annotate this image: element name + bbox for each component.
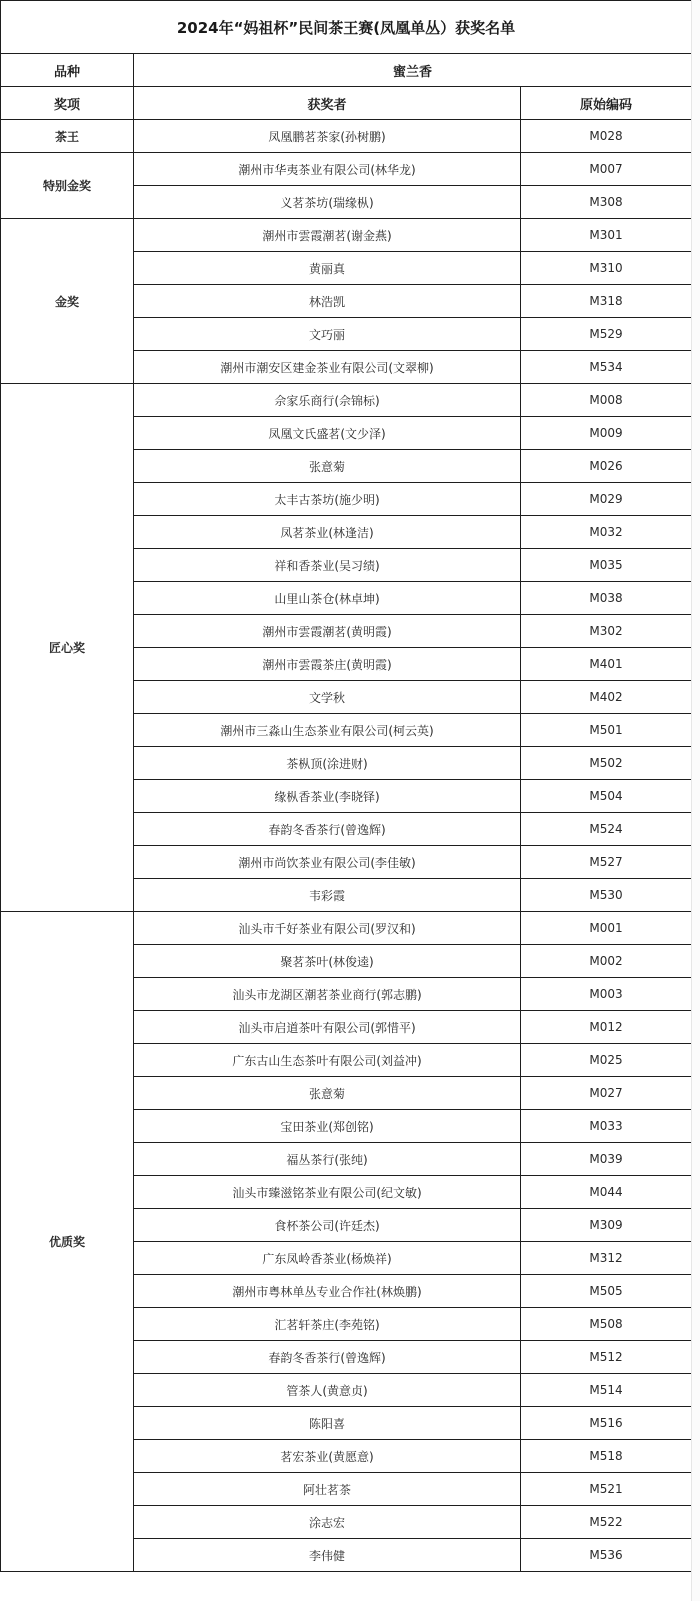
code-cell: M501 bbox=[521, 714, 692, 747]
winner-cell: 张意菊 bbox=[134, 450, 521, 483]
code-cell: M029 bbox=[521, 483, 692, 516]
code-cell: M028 bbox=[521, 120, 692, 153]
variety-value: 蜜兰香 bbox=[134, 54, 692, 87]
code-cell: M505 bbox=[521, 1275, 692, 1308]
winner-cell: 汕头市启道茶叶有限公司(郭惜平) bbox=[134, 1011, 521, 1044]
winner-cell: 潮州市潮安区建金茶业有限公司(文翠柳) bbox=[134, 351, 521, 384]
code-cell: M521 bbox=[521, 1473, 692, 1506]
winner-cell: 文学秋 bbox=[134, 681, 521, 714]
code-cell: M026 bbox=[521, 450, 692, 483]
code-cell: M003 bbox=[521, 978, 692, 1011]
sheet-gridline bbox=[691, 0, 700, 1601]
winner-cell: 缘枞香茶业(李晓铎) bbox=[134, 780, 521, 813]
code-cell: M027 bbox=[521, 1077, 692, 1110]
winner-cell: 春韵冬香茶行(曾逸辉) bbox=[134, 813, 521, 846]
code-cell: M044 bbox=[521, 1176, 692, 1209]
code-cell: M524 bbox=[521, 813, 692, 846]
winner-cell: 韦彩霞 bbox=[134, 879, 521, 912]
winner-cell: 食杯茶公司(许廷杰) bbox=[134, 1209, 521, 1242]
table-row bbox=[1, 153, 692, 186]
winner-cell: 祥和香茶业(吴习绩) bbox=[134, 549, 521, 582]
winner-cell: 汕头市千好茶业有限公司(罗汉和) bbox=[134, 912, 521, 945]
code-cell: M514 bbox=[521, 1374, 692, 1407]
winner-cell: 凤茗茶业(林逢洁) bbox=[134, 516, 521, 549]
code-cell: M508 bbox=[521, 1308, 692, 1341]
table-row bbox=[1, 912, 692, 945]
winner-cell: 太丰古茶坊(施少明) bbox=[134, 483, 521, 516]
winner-cell: 陈阳喜 bbox=[134, 1407, 521, 1440]
code-cell: M518 bbox=[521, 1440, 692, 1473]
winner-cell: 宝田茶业(郑创铭) bbox=[134, 1110, 521, 1143]
winner-cell: 佘家乐商行(佘锦标) bbox=[134, 384, 521, 417]
winner-cell: 汕头市龙湖区潮茗茶业商行(郭志鹏) bbox=[134, 978, 521, 1011]
code-cell: M038 bbox=[521, 582, 692, 615]
code-cell: M001 bbox=[521, 912, 692, 945]
code-cell: M402 bbox=[521, 681, 692, 714]
winner-cell: 文巧丽 bbox=[134, 318, 521, 351]
winner-cell: 汕头市臻滋铭茶业有限公司(纪文敏) bbox=[134, 1176, 521, 1209]
code-cell: M035 bbox=[521, 549, 692, 582]
code-cell: M530 bbox=[521, 879, 692, 912]
award-category: 金奖 bbox=[1, 219, 134, 384]
winner-cell: 茶枞顶(涂进财) bbox=[134, 747, 521, 780]
code-cell: M516 bbox=[521, 1407, 692, 1440]
award-category: 茶王 bbox=[1, 120, 134, 153]
winner-cell: 潮州市雲霞潮茗(黄明霞) bbox=[134, 615, 521, 648]
header-row bbox=[1, 87, 692, 120]
winner-cell: 黄丽真 bbox=[134, 252, 521, 285]
code-cell: M002 bbox=[521, 945, 692, 978]
winner-cell: 聚茗茶叶(林俊逵) bbox=[134, 945, 521, 978]
winner-cell: 潮州市雲霞茶庄(黄明霞) bbox=[134, 648, 521, 681]
winner-cell: 潮州市雲霞潮茗(谢金燕) bbox=[134, 219, 521, 252]
code-cell: M032 bbox=[521, 516, 692, 549]
winner-cell: 汇茗轩茶庄(李苑铭) bbox=[134, 1308, 521, 1341]
winner-cell: 山里山茶仓(林卓坤) bbox=[134, 582, 521, 615]
variety-label: 品种 bbox=[1, 54, 134, 87]
winner-cell: 茗宏茶业(黄愿意) bbox=[134, 1440, 521, 1473]
winner-cell: 管茶人(黄意贞) bbox=[134, 1374, 521, 1407]
winner-cell: 潮州市三淼山生态茶业有限公司(柯云英) bbox=[134, 714, 521, 747]
header-winner: 获奖者 bbox=[134, 87, 521, 120]
code-cell: M039 bbox=[521, 1143, 692, 1176]
code-cell: M308 bbox=[521, 186, 692, 219]
winner-cell: 春韵冬香茶行(曾逸辉) bbox=[134, 1341, 521, 1374]
winner-cell: 义茗茶坊(瑞缘枞) bbox=[134, 186, 521, 219]
code-cell: M502 bbox=[521, 747, 692, 780]
code-cell: M301 bbox=[521, 219, 692, 252]
code-cell: M401 bbox=[521, 648, 692, 681]
winner-cell: 福丛茶行(张纯) bbox=[134, 1143, 521, 1176]
winner-cell: 林浩凯 bbox=[134, 285, 521, 318]
code-cell: M309 bbox=[521, 1209, 692, 1242]
code-cell: M318 bbox=[521, 285, 692, 318]
header-code: 原始编码 bbox=[521, 87, 692, 120]
code-cell: M536 bbox=[521, 1539, 692, 1572]
code-cell: M512 bbox=[521, 1341, 692, 1374]
table-row bbox=[1, 219, 692, 252]
winner-cell: 潮州市粤林单丛专业合作社(林焕鹏) bbox=[134, 1275, 521, 1308]
header-award: 奖项 bbox=[1, 87, 134, 120]
winner-cell: 阿壮茗茶 bbox=[134, 1473, 521, 1506]
winner-cell: 凤凰文氏盛茗(文少泽) bbox=[134, 417, 521, 450]
code-cell: M025 bbox=[521, 1044, 692, 1077]
winner-cell: 潮州市尚饮茶业有限公司(李佳敏) bbox=[134, 846, 521, 879]
code-cell: M529 bbox=[521, 318, 692, 351]
winner-cell: 凤凰鹏茗茶家(孙树鹏) bbox=[134, 120, 521, 153]
variety-row bbox=[1, 54, 692, 87]
code-cell: M012 bbox=[521, 1011, 692, 1044]
winner-cell: 张意菊 bbox=[134, 1077, 521, 1110]
code-cell: M310 bbox=[521, 252, 692, 285]
winner-cell: 涂志宏 bbox=[134, 1506, 521, 1539]
award-category: 特别金奖 bbox=[1, 153, 134, 219]
winner-cell: 广东凤岭香茶业(杨焕祥) bbox=[134, 1242, 521, 1275]
winner-cell: 广东古山生态茶叶有限公司(刘益冲) bbox=[134, 1044, 521, 1077]
title-row bbox=[1, 1, 692, 54]
code-cell: M527 bbox=[521, 846, 692, 879]
winner-cell: 潮州市华夷茶业有限公司(林华龙) bbox=[134, 153, 521, 186]
code-cell: M534 bbox=[521, 351, 692, 384]
code-cell: M312 bbox=[521, 1242, 692, 1275]
award-category: 匠心奖 bbox=[1, 384, 134, 912]
award-category: 优质奖 bbox=[1, 912, 134, 1572]
code-cell: M302 bbox=[521, 615, 692, 648]
code-cell: M009 bbox=[521, 417, 692, 450]
table-row bbox=[1, 120, 692, 153]
code-cell: M007 bbox=[521, 153, 692, 186]
table-row bbox=[1, 384, 692, 417]
code-cell: M522 bbox=[521, 1506, 692, 1539]
winner-cell: 李伟健 bbox=[134, 1539, 521, 1572]
table-title: 2024年“妈祖杯”民间茶王赛(凤凰单丛）获奖名单 bbox=[1, 1, 692, 54]
code-cell: M033 bbox=[521, 1110, 692, 1143]
code-cell: M008 bbox=[521, 384, 692, 417]
code-cell: M504 bbox=[521, 780, 692, 813]
